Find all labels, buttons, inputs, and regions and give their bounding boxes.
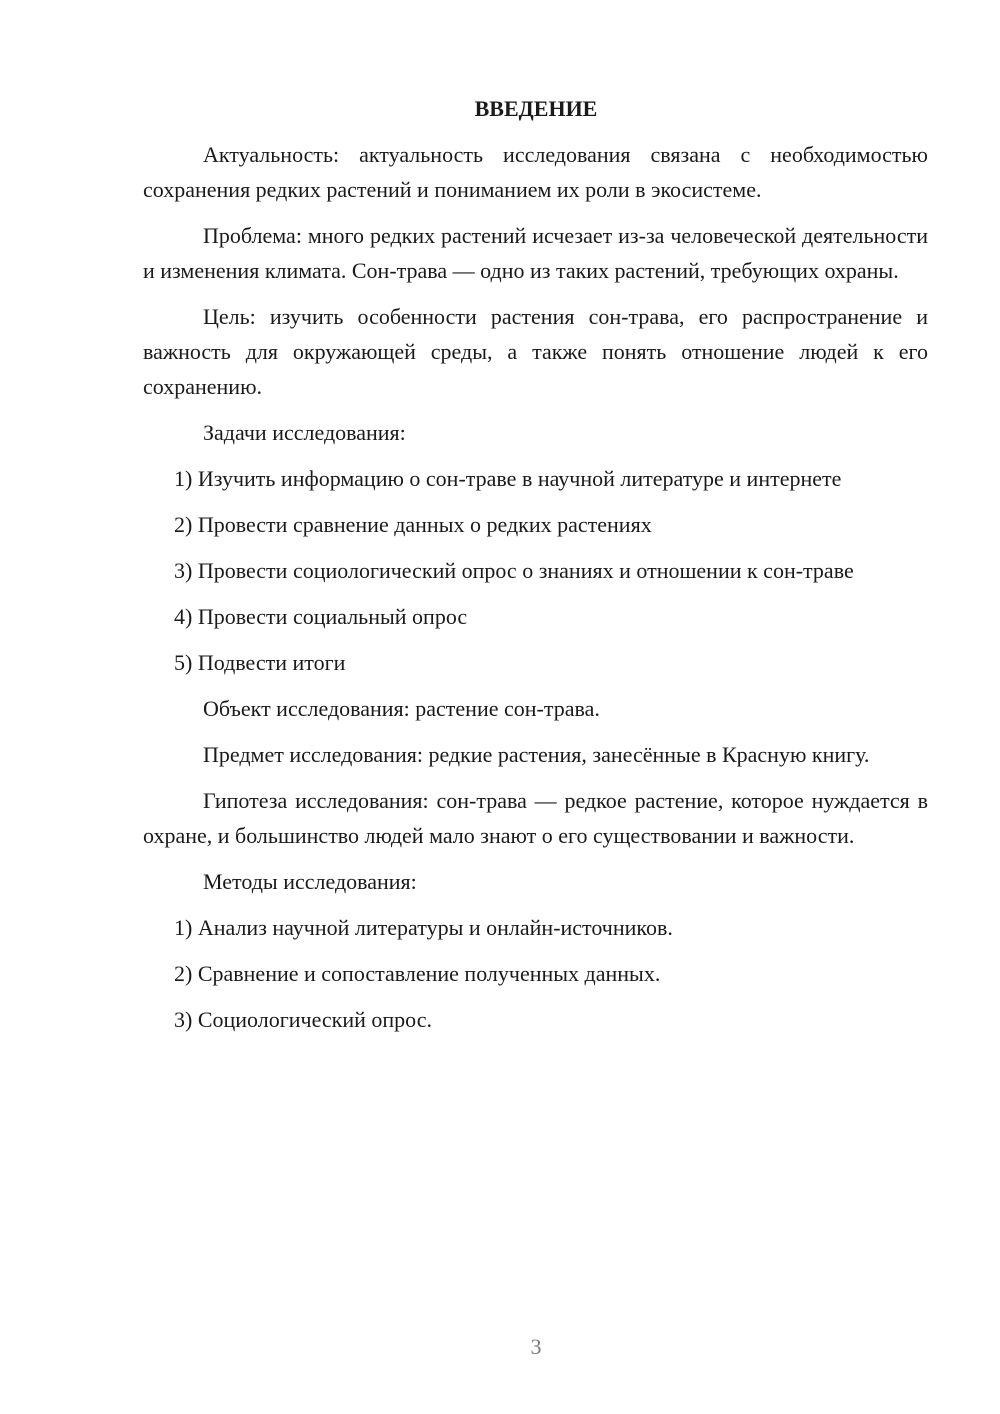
methods-heading: Методы исследования: — [203, 869, 417, 894]
task-item-3: 3) Провести социологический опрос о знаниях и отношении к сон-траве — [174, 558, 854, 583]
tasks-heading: Задачи исследования: — [203, 420, 406, 445]
method-item-2: 2) Сравнение и сопоставление полученных данных. — [174, 961, 661, 986]
goal-paragraph: Цель: изучить особенности растения сон-трава, его распространение и важность для окружающей среды, а также понять отношение людей к его сохранению. — [143, 304, 928, 399]
relevance-paragraph: Актуальность: актуальность исследования связана с необходимостью сохранения редких растений и пониманием их роли в экосистеме. — [143, 142, 928, 202]
task-item-5: 5) Подвести итоги — [174, 650, 346, 675]
page-number: 3 — [530, 1334, 542, 1359]
hypothesis-paragraph: Гипотеза исследования: сон-трава — редкое растение, которое нуждается в охране, и большинство людей мало знают о его существовании и важности. — [143, 788, 928, 848]
task-item-4: 4) Провести социальный опрос — [174, 604, 468, 629]
section-title: ВВЕДЕНИЕ — [474, 96, 598, 121]
problem-paragraph: Проблема: много редких растений исчезает из-за человеческой деятельности и изменения климата. Сон-трава — одно из таких растений, требующих охраны. — [143, 223, 928, 283]
task-item-1: 1) Изучить информацию о сон-траве в научной литературе и интернете — [174, 466, 842, 491]
subject-paragraph: Предмет исследования: редкие растения, занесённые в Красную книгу. — [203, 742, 870, 767]
method-item-1: 1) Анализ научной литературы и онлайн-источников. — [174, 915, 673, 940]
task-item-2: 2) Провести сравнение данных о редких растениях — [174, 512, 652, 537]
page-content — [143, 91, 928, 1048]
method-item-3: 3) Социологический опрос. — [174, 1007, 432, 1032]
object-paragraph: Объект исследования: растение сон-трава. — [203, 696, 600, 721]
